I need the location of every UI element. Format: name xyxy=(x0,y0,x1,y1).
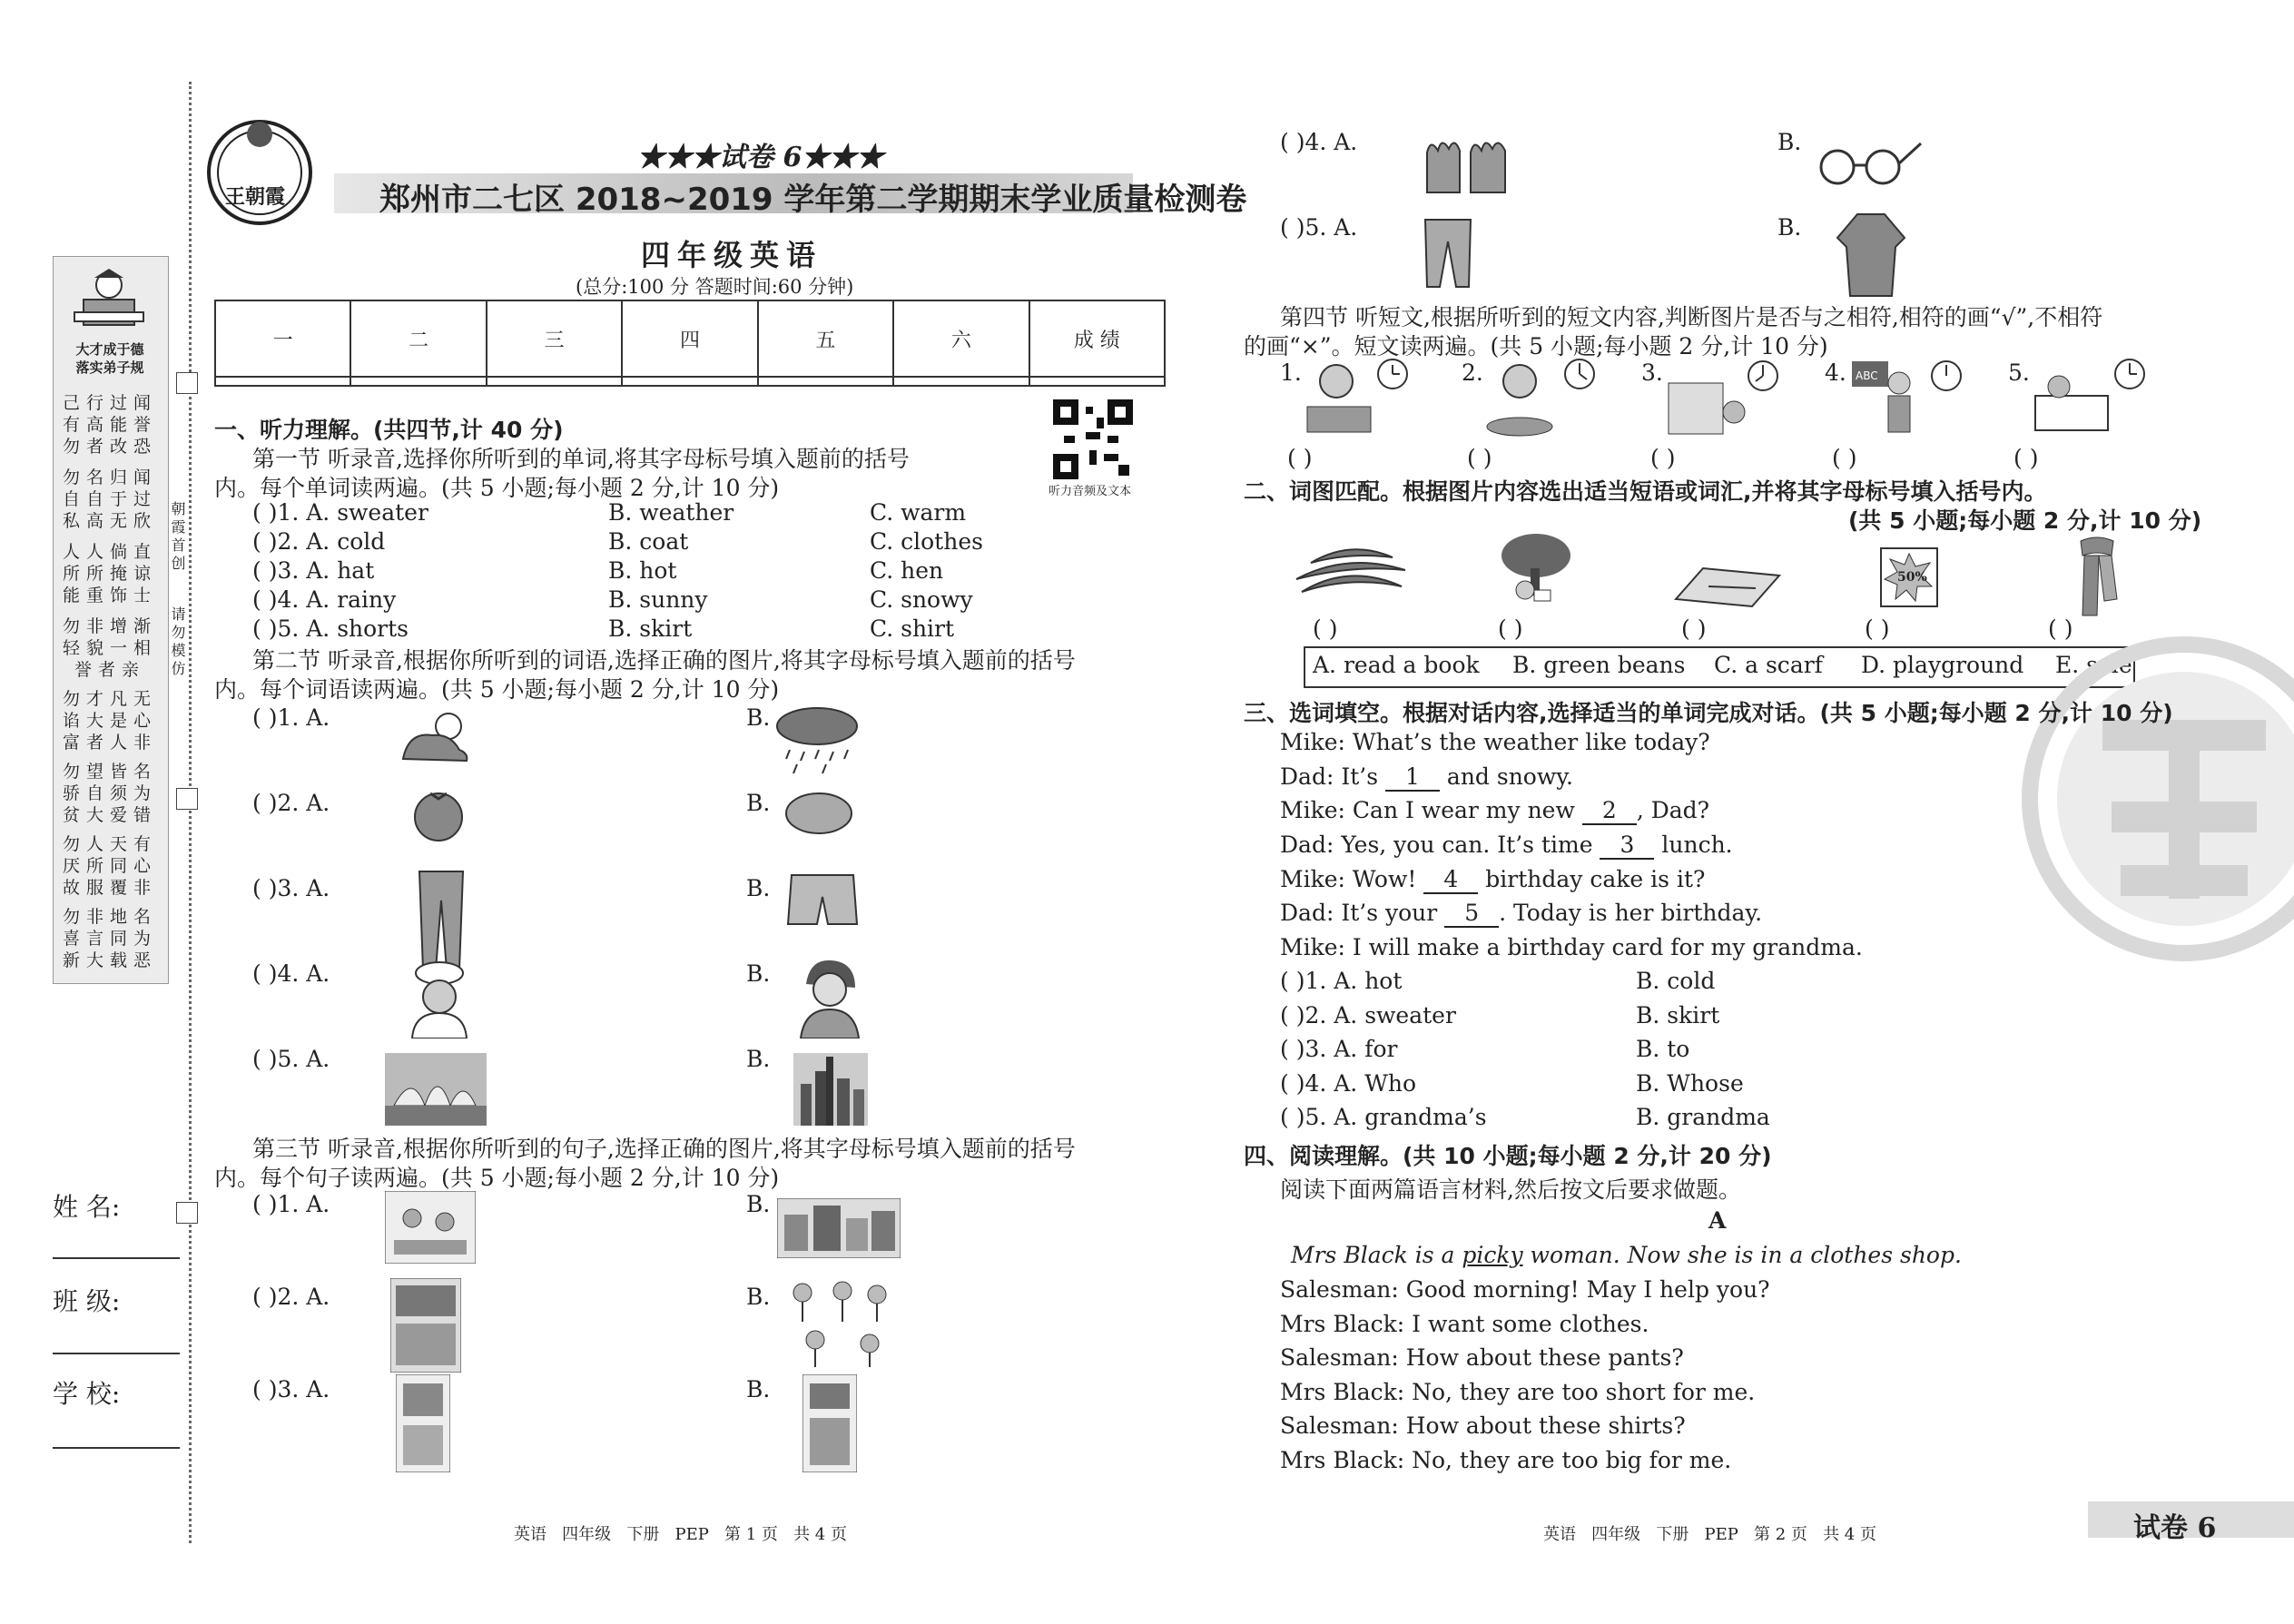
dialog-blank[interactable]: 5 xyxy=(1444,900,1499,928)
sidebar-motto-1: 大才成于德 xyxy=(75,341,144,358)
passage-label: A xyxy=(1708,1207,1727,1234)
sec3-intro: 第三节 听录音,根据你所听到的句子,选择正确的图片,将其字母标号填入题前的括号 xyxy=(252,1136,1076,1162)
sec2-intro: 第二节 听录音,根据你所听到的词语,选择正确的图片,将其字母标号填入题前的括号 xyxy=(252,647,1076,674)
sec3-question[interactable]: ( )1. A. xyxy=(252,1191,330,1217)
sec3-option-b: B. xyxy=(746,1191,771,1217)
part2-score: (共 5 小题;每小题 2 分,计 10 分) xyxy=(1848,507,2202,534)
sec4-answer-bracket[interactable]: ( ) xyxy=(2013,445,2039,471)
sec4-answer-bracket[interactable]: ( ) xyxy=(1287,445,1313,471)
sec1-question[interactable]: ( )3. A. hat xyxy=(252,557,375,584)
sydney-opera-house-icon xyxy=(385,1053,487,1126)
sec3-question[interactable]: ( )2. A. xyxy=(252,1284,330,1310)
part3-choice[interactable]: ( )5. A. grandma’s xyxy=(1280,1104,1487,1130)
sale-sign-text: 50% xyxy=(1897,570,1927,585)
new-york-skyline-icon xyxy=(793,1053,868,1126)
sidebar-proverb: 勿才凡无 谄大是心 富者人非 xyxy=(62,689,157,753)
score-header-cell: 成 绩 xyxy=(1029,300,1165,377)
passage-line: Mrs Black: No, they are too big for me. xyxy=(1280,1447,1732,1473)
sec1-option-b: B. coat xyxy=(608,528,689,555)
part2-answer-bracket[interactable]: ( ) xyxy=(2048,615,2073,642)
part3-choice[interactable]: ( )1. A. hot xyxy=(1280,968,1403,994)
kitchen-scene-icon xyxy=(396,1374,450,1472)
sec1-option-b: B. skirt xyxy=(608,615,693,642)
exam-meta: (总分:100 分 答题时间:60 分钟) xyxy=(576,276,854,298)
sec2-option-b: B. xyxy=(746,960,771,987)
pants-icon xyxy=(414,868,468,973)
sec2-option-b: B. xyxy=(746,704,771,731)
sec1-option-c: C. shirt xyxy=(870,615,955,642)
cook-icon xyxy=(401,960,478,1038)
sec1-intro: 内。每个单词读两遍。(共 5 小题;每小题 2 分,计 10 分) xyxy=(214,475,780,501)
score-cell[interactable] xyxy=(487,377,622,386)
part3-choice[interactable]: ( )3. A. for xyxy=(1280,1036,1398,1062)
sec4-number: 3. xyxy=(1641,359,1663,386)
part2-option: D. playground xyxy=(1861,652,2024,678)
sec2-question[interactable]: ( )2. A. xyxy=(252,790,330,816)
sidebar-proverb: 己行过闻 有高能誉 勿者改恐 xyxy=(62,393,157,457)
dialog-blank[interactable]: 4 xyxy=(1423,866,1478,894)
passage-line: Salesman: How about these shirts? xyxy=(1280,1412,1686,1439)
dialog-line: Mike: Can I wear my new 2 , Dad? xyxy=(1280,797,1710,823)
sec3-option-b: B. xyxy=(1777,129,1802,155)
paper-tag-footer: 试卷 6 xyxy=(2133,1512,2217,1544)
score-header-cell: 六 xyxy=(893,300,1029,377)
sec4-answer-bracket[interactable]: ( ) xyxy=(1650,445,1676,471)
score-cell[interactable] xyxy=(350,377,486,386)
dialog-line: Dad: It’s your 5 . Today is her birthday. xyxy=(1280,900,1763,926)
cloudy-sun-icon xyxy=(396,704,478,768)
score-cell[interactable] xyxy=(758,377,893,386)
sidebar-note: 请勿模仿 xyxy=(169,606,186,679)
teacher-board-clock-icon xyxy=(1848,356,1966,436)
sec1-question[interactable]: ( )4. A. rainy xyxy=(252,586,397,613)
sec2-option-b: B. xyxy=(746,875,771,901)
page-footer-left: 英语 四年级 下册 PEP 第 1 页 共 4 页 xyxy=(514,1525,847,1544)
dialog-line: Mike: Wow! 4 birthday cake is it? xyxy=(1280,866,1706,892)
sec2-question[interactable]: ( )4. A. xyxy=(252,960,330,987)
part2-answer-bracket[interactable]: ( ) xyxy=(1313,615,1338,642)
dialog-line: Mike: I will make a birthday card for my grandma. xyxy=(1280,934,1863,960)
dialog-line: Mike: What’s the weather like today? xyxy=(1280,729,1710,755)
score-header-cell: 一 xyxy=(215,300,350,377)
potato-icon xyxy=(783,788,855,839)
name-label: 姓 名: xyxy=(53,1192,121,1222)
part2-answer-bracket[interactable]: ( ) xyxy=(1498,615,1523,642)
part3-choice-b: B. Whose xyxy=(1636,1070,1744,1097)
score-table xyxy=(214,300,1166,387)
sec1-option-c: C. snowy xyxy=(870,586,973,613)
name-field[interactable] xyxy=(53,1257,180,1259)
shorts-icon xyxy=(786,871,859,930)
sidebar-proverb: 勿非地名 喜言同为 新大载恶 xyxy=(62,907,157,970)
exam-title: 郑州市二七区 2018~2019 学年第二学期期末学业质量检测卷 xyxy=(379,182,1247,218)
sec1-question[interactable]: ( )2. A. cold xyxy=(252,528,386,555)
girl-eating-clock-icon xyxy=(1483,354,1601,438)
bedroom-scene-icon xyxy=(802,1374,857,1472)
sec1-question[interactable]: ( )1. A. sweater xyxy=(252,499,428,526)
dialog-blank[interactable]: 1 xyxy=(1385,763,1440,792)
girl-sleeping-clock-icon xyxy=(1304,354,1413,436)
score-cell[interactable] xyxy=(622,377,757,386)
sec2-question[interactable]: ( )1. A. xyxy=(252,704,330,731)
score-header-cell: 五 xyxy=(758,300,893,377)
score-cell[interactable] xyxy=(893,377,1029,386)
sec2-option-b: B. xyxy=(746,1046,771,1072)
sidebar-proverb: 勿人天有 厌所同心 故服覆非 xyxy=(62,834,157,898)
teacher-icon xyxy=(792,957,868,1038)
library-scene-icon xyxy=(390,1278,461,1373)
part3-choice-b: B. cold xyxy=(1636,968,1716,994)
sidebar-proverb: 勿非增渐 轻貌一相 誉者亲 xyxy=(62,616,157,680)
green-beans-icon xyxy=(1293,543,1411,608)
sec1-option-c: C. clothes xyxy=(870,528,983,555)
sidebar-note: 朝霞首创 xyxy=(169,501,186,574)
trousers-icon xyxy=(1420,216,1476,290)
passage-lead: Mrs Black is a picky woman. Now she is in a clothes shop. xyxy=(1291,1242,1962,1268)
part3-choice-b: B. skirt xyxy=(1636,1002,1720,1029)
score-header-cell: 四 xyxy=(622,300,757,377)
rainy-cloud-icon xyxy=(772,704,862,777)
glasses-icon xyxy=(1807,136,1925,187)
svg-text:ABC: ABC xyxy=(1856,369,1878,382)
scholar-cartoon-icon xyxy=(62,265,156,338)
playground-icon xyxy=(1672,563,1781,610)
sidebar-motto-2: 落实弟子规 xyxy=(75,359,144,376)
sec1-option-c: C. hen xyxy=(870,557,944,584)
dialog-blank[interactable]: 2 xyxy=(1582,797,1637,825)
part4-intro: 阅读下面两篇语言材料,然后按文后要求做题。 xyxy=(1280,1176,1741,1203)
sec3-option-b: B. xyxy=(746,1376,771,1403)
part3-choice[interactable]: ( )4. A. Who xyxy=(1280,1070,1417,1097)
sec4-number: 4. xyxy=(1825,359,1846,386)
subject-title: 四年级英语 xyxy=(641,238,823,272)
part2-option: A. read a book xyxy=(1313,652,1480,678)
dialog-blank[interactable]: 3 xyxy=(1600,832,1654,860)
sec2-intro: 内。每个词语读两遍。(共 5 小题;每小题 2 分,计 10 分) xyxy=(214,676,780,703)
sec4-answer-bracket[interactable]: ( ) xyxy=(1467,445,1492,471)
sec3-option-b: B. xyxy=(1777,214,1802,241)
sec4-number: 2. xyxy=(1462,359,1483,386)
sidebar-proverb: 勿名归闻 自自于过 私高无欣 xyxy=(62,468,157,531)
passage-line: Mrs Black: I want some clothes. xyxy=(1280,1311,1649,1337)
part3-choice[interactable]: ( )2. A. sweater xyxy=(1280,1002,1456,1029)
part4-heading: 四、阅读理解。(共 10 小题;每小题 2 分,计 20 分) xyxy=(1244,1143,1772,1169)
sec3-question[interactable]: ( )4. A. xyxy=(1280,129,1358,155)
gloves-icon xyxy=(1422,134,1512,196)
sec1-option-b: B. sunny xyxy=(608,586,708,613)
sec1-option-b: B. weather xyxy=(608,499,734,526)
dialog-line: Dad: Yes, you can. It’s time 3 lunch. xyxy=(1280,832,1733,858)
part2-option: B. green beans xyxy=(1512,652,1686,678)
sec3-question[interactable]: ( )3. A. xyxy=(252,1376,330,1403)
school-field[interactable] xyxy=(53,1447,180,1449)
kid-bed-clock-icon xyxy=(2032,354,2150,441)
sec4-intro: 第四节 听短文,根据所听到的短文内容,判断图片是否与之相符,相符的画“√”,不相符 xyxy=(1280,304,2103,330)
part2-answer-bracket[interactable]: ( ) xyxy=(1865,615,1890,642)
sec4-number: 5. xyxy=(2008,359,2030,386)
qr-caption: 听力音频及文本 xyxy=(1049,485,1132,498)
binding-mark-icon xyxy=(176,788,198,810)
sec4-number: 1. xyxy=(1280,359,1302,386)
wangzhaoxia-logo-icon xyxy=(205,118,314,227)
children-playing-icon xyxy=(779,1276,899,1371)
part3-choice-b: B. grandma xyxy=(1636,1104,1770,1130)
part2-heading: 二、词图匹配。根据图片内容选出适当短语或词汇,并将其字母标号填入括号内。 xyxy=(1244,478,2047,505)
score-header-cell: 二 xyxy=(350,300,486,377)
binding-mark-icon xyxy=(176,372,198,394)
sec4-intro: 的画“×”。短文读两遍。(共 5 小题;每小题 2 分,计 10 分) xyxy=(1244,333,1828,359)
sidebar-proverb: 勿望皆名 骄自须为 贫大爱错 xyxy=(62,762,157,825)
qr-code-icon[interactable] xyxy=(1053,399,1133,479)
kids-garden-clock-icon xyxy=(1665,356,1783,438)
score-cell[interactable] xyxy=(215,377,350,386)
part3-heading: 三、选词填空。根据对话内容,选择适当的单词完成对话。(共 5 小题;每小题 2 分,计 10 分) xyxy=(1244,700,2173,726)
sec2-question[interactable]: ( )3. A. xyxy=(252,875,330,901)
listening-heading: 一、听力理解。(共四节,计 40 分) xyxy=(214,417,564,443)
passage-line: Salesman: Good morning! May I help you? xyxy=(1280,1276,1770,1303)
sec1-intro: 第一节 听录音,选择你所听到的单词,将其字母标号填入题前的括号 xyxy=(252,446,910,472)
city-street-icon xyxy=(777,1198,901,1258)
page-footer-right: 英语 四年级 下册 PEP 第 2 页 共 4 页 xyxy=(1543,1525,1876,1544)
part2-option: C. a scarf xyxy=(1714,652,1823,678)
sec3-intro: 内。每个句子读两遍。(共 5 小题;每小题 2 分,计 10 分) xyxy=(214,1165,780,1191)
confidential-stamp-icon xyxy=(2021,635,2294,962)
paper-tag: ★★★试卷 6★★★ xyxy=(637,142,884,173)
logo-text: 王朝霞 xyxy=(225,185,286,209)
sec2-question[interactable]: ( )5. A. xyxy=(252,1046,330,1072)
score-header-cell: 三 xyxy=(487,300,622,377)
class-field[interactable] xyxy=(53,1353,180,1354)
sidebar-proverb: 人人倘直 所所掩谅 能重饰士 xyxy=(62,542,157,605)
part2-answer-bracket[interactable]: ( ) xyxy=(1681,615,1707,642)
sec1-option-b: B. hot xyxy=(608,557,677,584)
read-book-under-tree-icon xyxy=(1498,532,1574,612)
part3-choice-b: B. to xyxy=(1636,1036,1690,1062)
sec3-question[interactable]: ( )5. A. xyxy=(1280,214,1358,241)
passage-line: Salesman: How about these pants? xyxy=(1280,1344,1684,1371)
binding-cut-line xyxy=(189,82,192,1543)
sec1-option-c: C. warm xyxy=(870,499,967,526)
dialog-line: Dad: It’s 1 and snowy. xyxy=(1280,763,1574,790)
score-cell[interactable] xyxy=(1029,377,1165,386)
sec3-option-b: B. xyxy=(746,1284,771,1310)
coat-icon xyxy=(1834,211,1908,300)
school-label: 学 校: xyxy=(53,1379,121,1409)
sec2-option-b: B. xyxy=(746,790,771,816)
tomato-icon xyxy=(407,786,470,842)
family-scene-icon xyxy=(385,1191,476,1264)
passage-line: Mrs Black: No, they are too short for me. xyxy=(1280,1379,1756,1405)
sec1-question[interactable]: ( )5. A. shorts xyxy=(252,615,409,642)
scarf-icon xyxy=(2072,536,2122,619)
class-label: 班 级: xyxy=(53,1286,121,1316)
sec4-answer-bracket[interactable]: ( ) xyxy=(1832,445,1857,471)
part2-option: E. sale xyxy=(2055,652,2132,678)
